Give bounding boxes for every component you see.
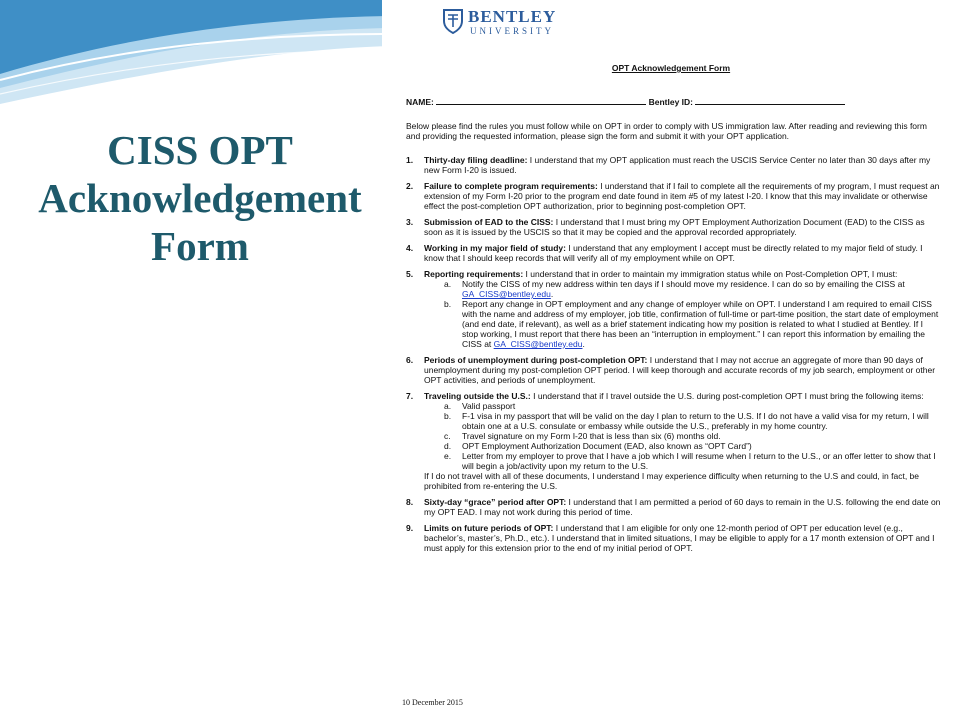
rule-text: I understand that if I travel outside the U.S. during post-completion OPT I must bring the following items: xyxy=(530,391,924,401)
sub-item-label: a. xyxy=(444,279,452,289)
form-heading: OPT Acknowledgement Form xyxy=(611,63,731,73)
rule-item xyxy=(406,181,941,211)
sub-item-label: d. xyxy=(444,441,452,451)
rule-number: 3. xyxy=(406,217,414,227)
sub-item xyxy=(444,431,941,441)
rule-number: 5. xyxy=(406,269,414,279)
rule-text: I understand that I am permitted a period of 60 days to remain in the U.S. following the end date on my OPT EAD. I may not work during this period of time. xyxy=(424,497,941,517)
sub-item-text: Letter from my employer to prove that I have a job which I will resume when I return to the U.S., or an offer letter to show that I will begin a job/activity upon my return to the U.S. xyxy=(462,451,936,471)
sub-item xyxy=(444,401,941,411)
sub-list xyxy=(424,401,941,471)
rule-item xyxy=(406,243,941,263)
sub-item-label: e. xyxy=(444,451,452,461)
rule-item xyxy=(406,391,941,491)
sub-item-text: F-1 visa in my passport that will be valid on the day I plan to return to the U.S. If I do not have a valid visa for my return, I will obtain one at a U.S. consulate or embassy while outside the U.S., preferably in my home country. xyxy=(462,411,929,431)
sub-item-text: Report any change in OPT employment and any change of employer while on OPT. I understand I am required to email CISS with the name and address of my employer, job title, confirmation of full-time or part-time position, the start date of employment (and end date, if relevant), as well as a brief statement indicating how my position is related to what I studied at Bentley. If I stop working, I must report that there has been an “interruption in employment.” I can report this information by emailing the CISS at xyxy=(462,299,939,349)
slide-title-line-1: CISS OPT xyxy=(107,127,293,173)
rule-text: I understand that my OPT application must reach the USCIS Service Center no later than 30 days after my new Form I-20 is issued. xyxy=(424,155,931,175)
decorative-swoosh xyxy=(0,0,400,110)
sub-item-label: b. xyxy=(444,299,452,309)
rule-heading: Limits on future periods of OPT: xyxy=(424,523,554,533)
rule-item xyxy=(406,217,941,237)
rule-item xyxy=(406,155,941,175)
sub-item xyxy=(444,279,941,299)
rule-text: I understand that I may not accrue an aggregate of more than 90 days of unemployment during my post-completion OPT period. I will keep thorough and accurate records of my job search, employment or other OPT activities, and periods of unemployment. xyxy=(424,355,936,385)
intro-paragraph: Below please find the rules you must follow while on OPT in order to comply with US immigration law. After reading and reviewing this form and providing the requested information, please sign the form and submit it with your OPT application. xyxy=(406,121,927,141)
rule-number: 8. xyxy=(406,497,414,507)
rule-heading: Submission of EAD to the CISS: xyxy=(424,217,554,227)
name-label: NAME: xyxy=(406,97,434,107)
rule-heading: Working in my major field of study: xyxy=(424,243,566,253)
shield-icon xyxy=(442,8,464,34)
rule-number: 4. xyxy=(406,243,414,253)
rule-heading: Traveling outside the U.S.: xyxy=(424,391,531,401)
travel-warning: If I do not travel with all of these documents, I understand I may experience difficulty when returning to the U.S and could, in fact, be prohibited from re-entering the U.S. xyxy=(424,471,920,491)
bentley-id-label: Bentley ID: xyxy=(648,97,694,107)
sub-item xyxy=(444,299,941,349)
rule-text: I understand that if I fail to complete all the requirements of my program, I must request an extension of my Form I-20 prior to the program end date found in item #5 of my latest I-20. I know that this may invalidate or otherwise effect the post-completion OPT authorization, prior to beginning post-completion OPT. xyxy=(424,181,940,211)
sub-item-label: a. xyxy=(444,401,452,411)
document-scan xyxy=(382,0,960,720)
rule-text: I understand that in order to maintain my immigration status while on Post-Completion OPT, I must: xyxy=(523,269,898,279)
rule-text: I understand that I must bring my OPT Employment Authorization Document (EAD) to the CISS as soon as it is issued by the USCIS so that it may be copied and the approval recorded appropriately. xyxy=(424,217,925,237)
ciss-email-link[interactable]: GA_CISS@bentley.edu xyxy=(462,289,551,299)
logo-wordmark: BENTLEY xyxy=(468,7,557,26)
rule-number: 9. xyxy=(406,523,414,533)
name-blank xyxy=(436,96,646,105)
logo-subtitle: UNIVERSITY xyxy=(470,26,554,36)
rule-heading: Reporting requirements: xyxy=(424,269,524,279)
sub-item-text: OPT Employment Authorization Document (EAD, also known as “OPT Card”) xyxy=(462,441,752,451)
ciss-email-link[interactable]: GA_CISS@bentley.edu xyxy=(493,339,583,349)
rule-item xyxy=(406,269,941,349)
rule-item xyxy=(406,355,941,385)
rules-list xyxy=(406,155,941,559)
rule-number: 7. xyxy=(406,391,414,401)
sub-item-label: c. xyxy=(444,431,451,441)
rule-number: 1. xyxy=(406,155,414,165)
sub-item-text: Notify the CISS of my new address within ten days if I should move my residence. I can do so by emailing the CISS at xyxy=(462,279,905,289)
footer-date: 10 December 2015 xyxy=(402,698,463,707)
sub-item-text: Valid passport xyxy=(462,401,516,411)
rule-text: I understand that any employment I accept must be directly related to my major field of study. I know that I should keep records that will verify all of my employment while on OPT. xyxy=(424,243,923,263)
rule-number: 2. xyxy=(406,181,414,191)
slide-title-line-2: Acknowledgement xyxy=(38,175,362,221)
sub-item-text: Travel signature on my Form I-20 that is less than six (6) months old. xyxy=(462,431,721,441)
sub-item-end: . xyxy=(582,339,585,349)
sub-item xyxy=(444,441,941,451)
rule-item xyxy=(406,497,941,517)
slide-title xyxy=(0,126,400,270)
sub-item xyxy=(444,451,941,471)
rule-heading: Sixty-day “grace” period after OPT: xyxy=(424,497,567,507)
sub-item-end: . xyxy=(550,289,554,299)
bentley-id-blank xyxy=(695,96,845,105)
slide-title-line-3: Form xyxy=(151,223,249,269)
sub-item xyxy=(444,411,941,431)
sub-list xyxy=(424,279,941,349)
rule-heading: Thirty-day filing deadline: xyxy=(424,155,528,165)
name-id-line xyxy=(406,96,845,107)
rule-item xyxy=(406,523,941,553)
rule-heading: Periods of unemployment during post-completion OPT: xyxy=(424,355,648,365)
rule-number: 6. xyxy=(406,355,414,365)
rule-heading: Failure to complete program requirements: xyxy=(424,181,598,191)
rule-text: I understand that I am eligible for only one 12-month period of OPT per education level (e.g., bachelor’s, master’s, Ph.D., etc.). I understand that in limited situations, I may be eligible to apply for a 17 month extension of OPT and I must apply for this extension prior to the end of my initial period of OPT. xyxy=(424,523,935,553)
sub-item-label: b. xyxy=(444,411,452,421)
